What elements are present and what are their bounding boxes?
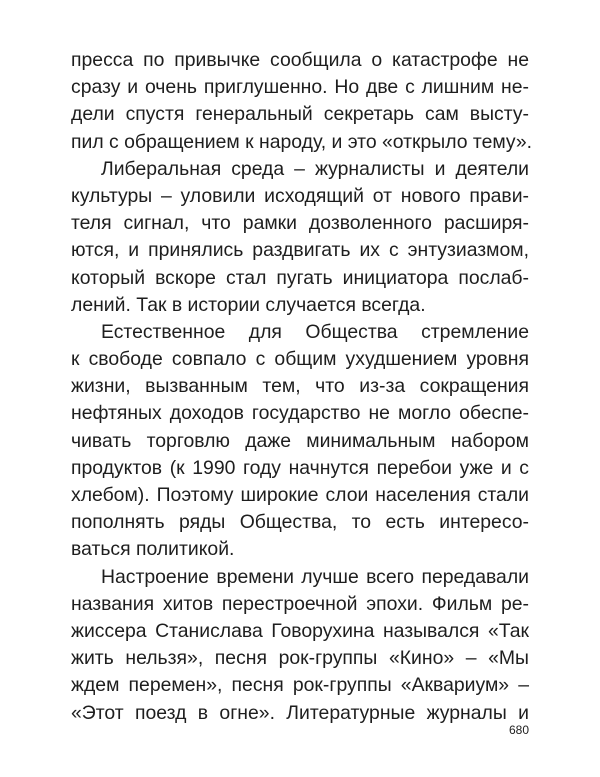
text-line: культуры – уловили исходящий от нового прави- [71, 184, 529, 207]
text-line: дели спустя генеральный секретарь сам высту- [71, 103, 529, 126]
page-number: 680 [508, 723, 529, 737]
text-line: жизни, вызванным тем, что из-за сокращения [71, 375, 529, 398]
text-line: сразу и очень приглушенно. Но две с лишним не- [71, 76, 529, 99]
text-line: нефтяных доходов государство не могло обеспе- [71, 402, 529, 425]
text-line: к свободе совпало с общим ухудшением уровня [71, 348, 529, 371]
text-line: ваться политикой. [71, 538, 235, 561]
text-line: ждем перемен», песня рок-группы «Аквариум» – [71, 674, 529, 697]
text-line: ются, и принялись раздвигать их с энтузиазмом, [71, 239, 529, 262]
text-line: лений. Так в истории случается всегда. [71, 293, 426, 316]
text-line: который вскоре стал пугать инициатора послаб- [71, 266, 529, 289]
text-line: хлебом). Поэтому широкие слои населения стали [71, 484, 529, 506]
text-line: «Этот поезд в огне». Литературные журналы и [71, 701, 529, 724]
text-line: теля сигнал, что рамки дозволенного расширя- [71, 212, 529, 235]
paragraph-first-line: Естественное для Общества стремление [101, 320, 529, 343]
body-text [71, 47, 533, 727]
paragraph-first-line: Либеральная среда – журналисты и деятели [101, 157, 529, 180]
paragraph-first-line: Настроение времени лучше всего передавали [101, 565, 529, 588]
text-line: пополнять ряды Общества, то есть интересо- [71, 511, 529, 534]
text-line: пил с обращением к народу, и это «открыло тему». [71, 130, 533, 153]
text-line: жиссера Станислава Говорухина назывался «Так [71, 619, 529, 642]
text-line: жить нельзя», песня рок-группы «Кино» – «Мы [71, 647, 529, 670]
text-line: продуктов (к 1990 году начнутся перебои уже и с [71, 456, 529, 479]
text-line: чивать торговлю даже минимальным набором [71, 429, 529, 452]
text-line: названия хитов перестроечной эпохи. Фильм ре- [71, 592, 529, 615]
text-line: пресса по привычке сообщила о катастрофе не [71, 49, 529, 71]
